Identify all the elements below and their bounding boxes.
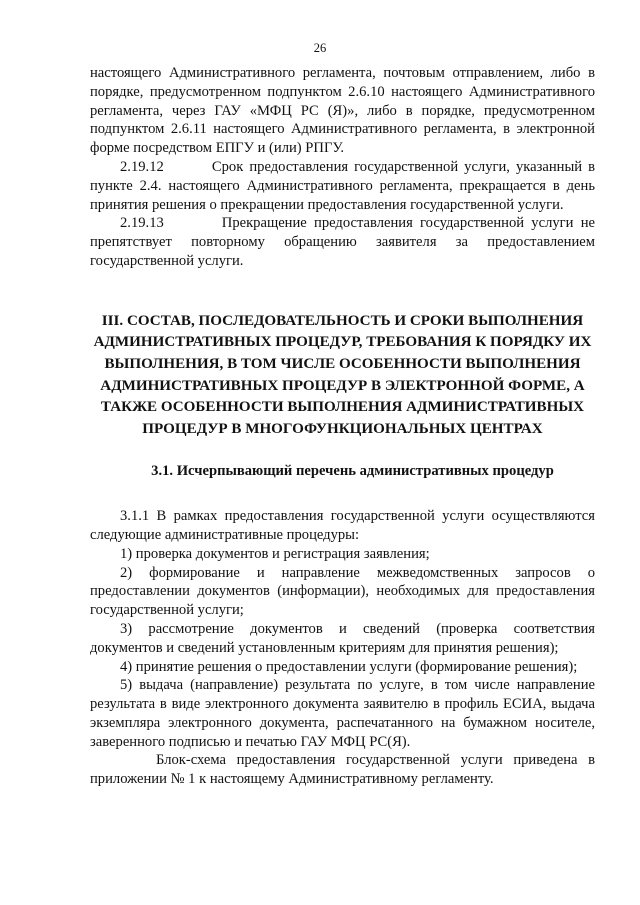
procedure-item: 5) выдача (направление) результата по услуге, в том числе направление результата в виде электронного документа заявителю в профиль ЕСИА, выдача экземпляра электронного документа, распечатанного на бумажном носителе, заверенного подписью и печатью ГАУ МФЦ РС(Я). — [90, 677, 595, 750]
subsection-heading: 3.1. Исчерпывающий перечень административных процедур — [151, 463, 554, 480]
closing-paragraph: Блок-схема предоставления государственной услуги приведена в приложении № 1 к настоящему Административному регламенту. — [90, 752, 595, 788]
page-number: 26 — [313, 41, 327, 55]
procedure-item: 1) проверка документов и регистрация заявления; — [120, 545, 430, 562]
intro-paragraph: настоящего Административного регламента, почтовым отправлением, либо в порядке, предусмотренном подпунктом 2.6.10 настоящего Административного регламента, через ГАУ «МФЦ РС (Я)», либо в порядке, предусмотренном подпунктом 2.6.11 настоящего Административного регламента, в электронной форме посредством ЕПГУ и (или) РПГУ. — [90, 65, 595, 157]
lead-paragraph: 3.1.1 В рамках предоставления государственной услуги осуществляются следующие административные процедуры: — [90, 508, 595, 543]
clause-text: Прекращение предоставления государственной услуги не препятствует повторному обращению заявителя за предоставлением государственной услуги. — [90, 215, 595, 269]
document-body — [90, 64, 595, 789]
clause-2-19-13 — [90, 214, 595, 270]
procedure-item: 3) рассмотрение документов и сведений (проверка соответствия документов и сведений установленным критериям для принятия решения); — [90, 620, 595, 656]
section-heading: III. СОСТАВ, ПОСЛЕДОВАТЕЛЬНОСТЬ И СРОКИ ВЫПОЛНЕНИЯ АДМИНИСТРАТИВНЫХ ПРОЦЕДУР, ТРЕБОВАНИЯ К ПОРЯДКУ ИХ ВЫПОЛНЕНИЯ, В ТОМ ЧИСЛЕ ОСОБЕННОСТИ ВЫПОЛНЕНИЯ АДМИНИСТРАТИВНЫХ ПРОЦЕДУР В ЭЛЕКТРОННОЙ ФОРМЕ, А ТАКЖЕ ОСОБЕННОСТИ ВЫПОЛНЕНИЯ АДМИНИСТРАТИВНЫХ ПРОЦЕДУР В МНОГОФУНКЦИОНАЛЬНЫХ ЦЕНТРАХ — [93, 312, 592, 437]
procedure-item: 4) принятие решения о предоставлении услуги (формирование решения); — [120, 658, 578, 675]
procedure-item: 2) формирование и направление межведомственных запросов о предоставлении документов (информации), необходимых для предоставления государственной услуги; — [90, 564, 595, 619]
clause-number: 2.19.13 — [120, 215, 164, 232]
clause-number: 2.19.12 — [120, 158, 164, 175]
clause-2-19-12 — [90, 158, 595, 214]
clause-text: Срок предоставления государственной услуги, указанный в пункте 2.4. настоящего Административного регламента, прекращается в день принятия решения о прекращении предоставления государственной услуги. — [90, 158, 595, 213]
